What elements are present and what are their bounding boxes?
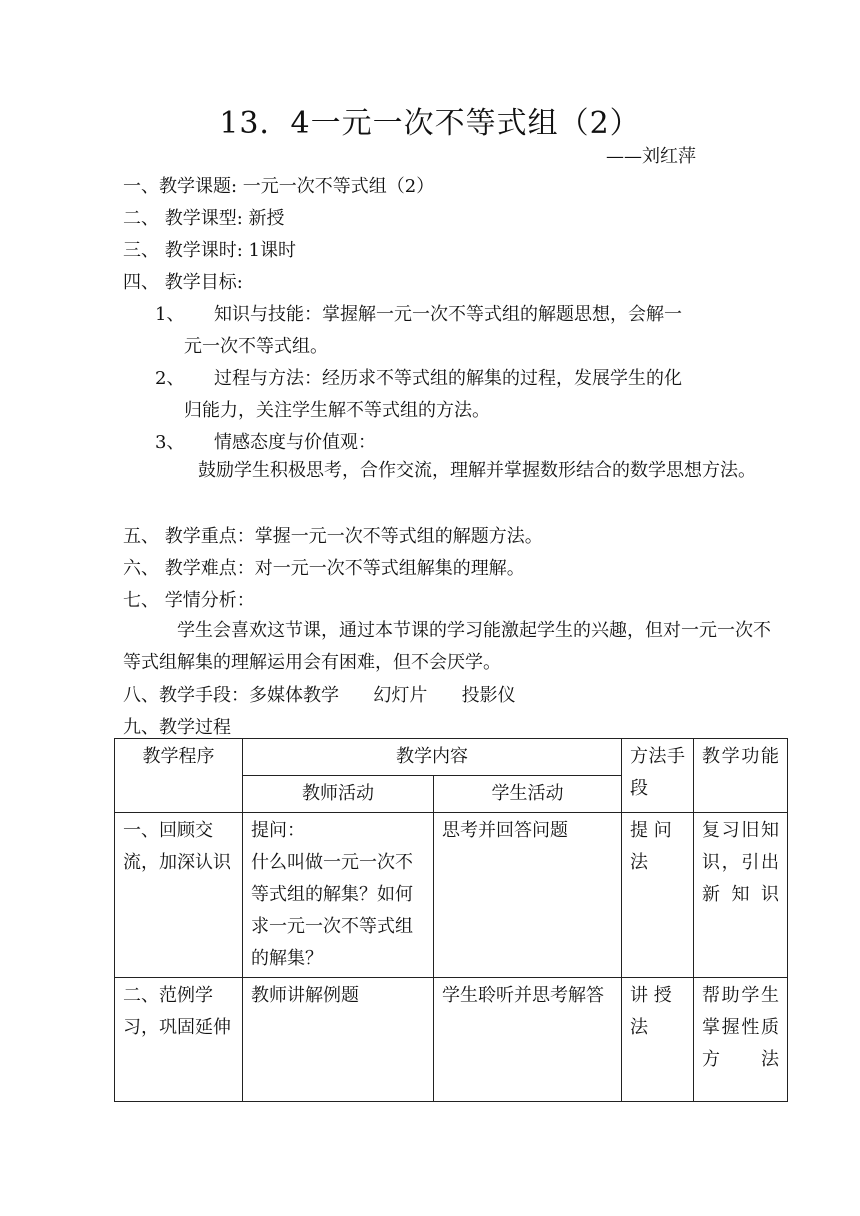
goal3-text: 情感态度与价值观：	[214, 432, 376, 453]
goal2-text: 过程与方法：经历求不等式组的解集的过程，发展学生的化	[214, 368, 682, 389]
row1-student-activity: 思考并回答问题	[434, 813, 622, 978]
topic-line: 一、教学课题: 一元一次不等式组（2）	[123, 176, 435, 197]
document-title: 13．4一元一次不等式组（2）	[219, 106, 641, 141]
goals-heading: 四、 教学目标:	[123, 272, 243, 293]
header-student-activity: 学生活动	[434, 776, 622, 813]
row1-method: 提 问法	[622, 813, 694, 978]
row1-procedure: 一、回顾交流，加深认识	[115, 813, 243, 978]
analysis-body: 学生会喜欢这节课，通过本节课的学习能激起学生的兴趣，但对一元一次不等式组解集的理解运用会有困难，但不会厌学。	[123, 620, 771, 673]
row2-procedure: 二、范例学习，巩固延伸	[115, 978, 243, 1102]
header-content: 教学内容	[243, 739, 622, 776]
goal2-continuation: 归能力，关注学生解不等式组的方法。	[184, 400, 490, 421]
table-row	[115, 978, 788, 1102]
teaching-means-line: 八、教学手段：多媒体教学 幻灯片 投影仪	[123, 685, 516, 706]
row1-function: 复习旧知识，引出新知识	[694, 813, 788, 978]
difficulty-line: 六、 教学难点：对一元一次不等式组解集的理解。	[123, 558, 525, 579]
goal3-body: 鼓励学生积极思考，合作交流，理解并掌握数形结合的数学思想方法。	[198, 460, 756, 481]
key-point-line: 五、 教学重点：掌握一元一次不等式组的解题方法。	[123, 526, 543, 547]
header-procedure: 教学程序	[115, 739, 243, 813]
table-row	[115, 813, 788, 978]
header-function: 教学功能	[694, 739, 788, 813]
row2-function: 帮助学生掌握性质方法	[694, 978, 788, 1102]
lesson-hours-line: 三、 教学课时: 1课时	[123, 240, 296, 261]
goal2-number: 2、	[155, 368, 185, 389]
goal3-number: 3、	[155, 432, 185, 453]
row2-student-activity: 学生聆听并思考解答	[434, 978, 622, 1102]
lesson-type-line: 二、 教学课型: 新授	[123, 208, 285, 229]
goal1-number: 1、	[155, 304, 185, 325]
author-name: ——刘红萍	[606, 146, 696, 167]
teaching-process-table	[114, 738, 788, 1102]
table-header-row	[115, 739, 788, 776]
process-heading: 九、教学过程	[123, 717, 231, 738]
header-teacher-activity: 教师活动	[243, 776, 434, 813]
goal1-text: 知识与技能：掌握解一元一次不等式组的解题思想，会解一	[214, 304, 682, 325]
row2-method: 讲 授法	[622, 978, 694, 1102]
header-method: 方法手段	[622, 739, 694, 813]
goal1-continuation: 元一次不等式组。	[184, 336, 328, 357]
row2-teacher-activity: 教师讲解例题	[243, 978, 434, 1102]
analysis-heading: 七、 学情分析：	[123, 590, 255, 611]
row1-teacher-activity: 提问： 什么叫做一元一次不等式组的解集？如何求一元一次不等式组的解集？	[243, 813, 434, 978]
